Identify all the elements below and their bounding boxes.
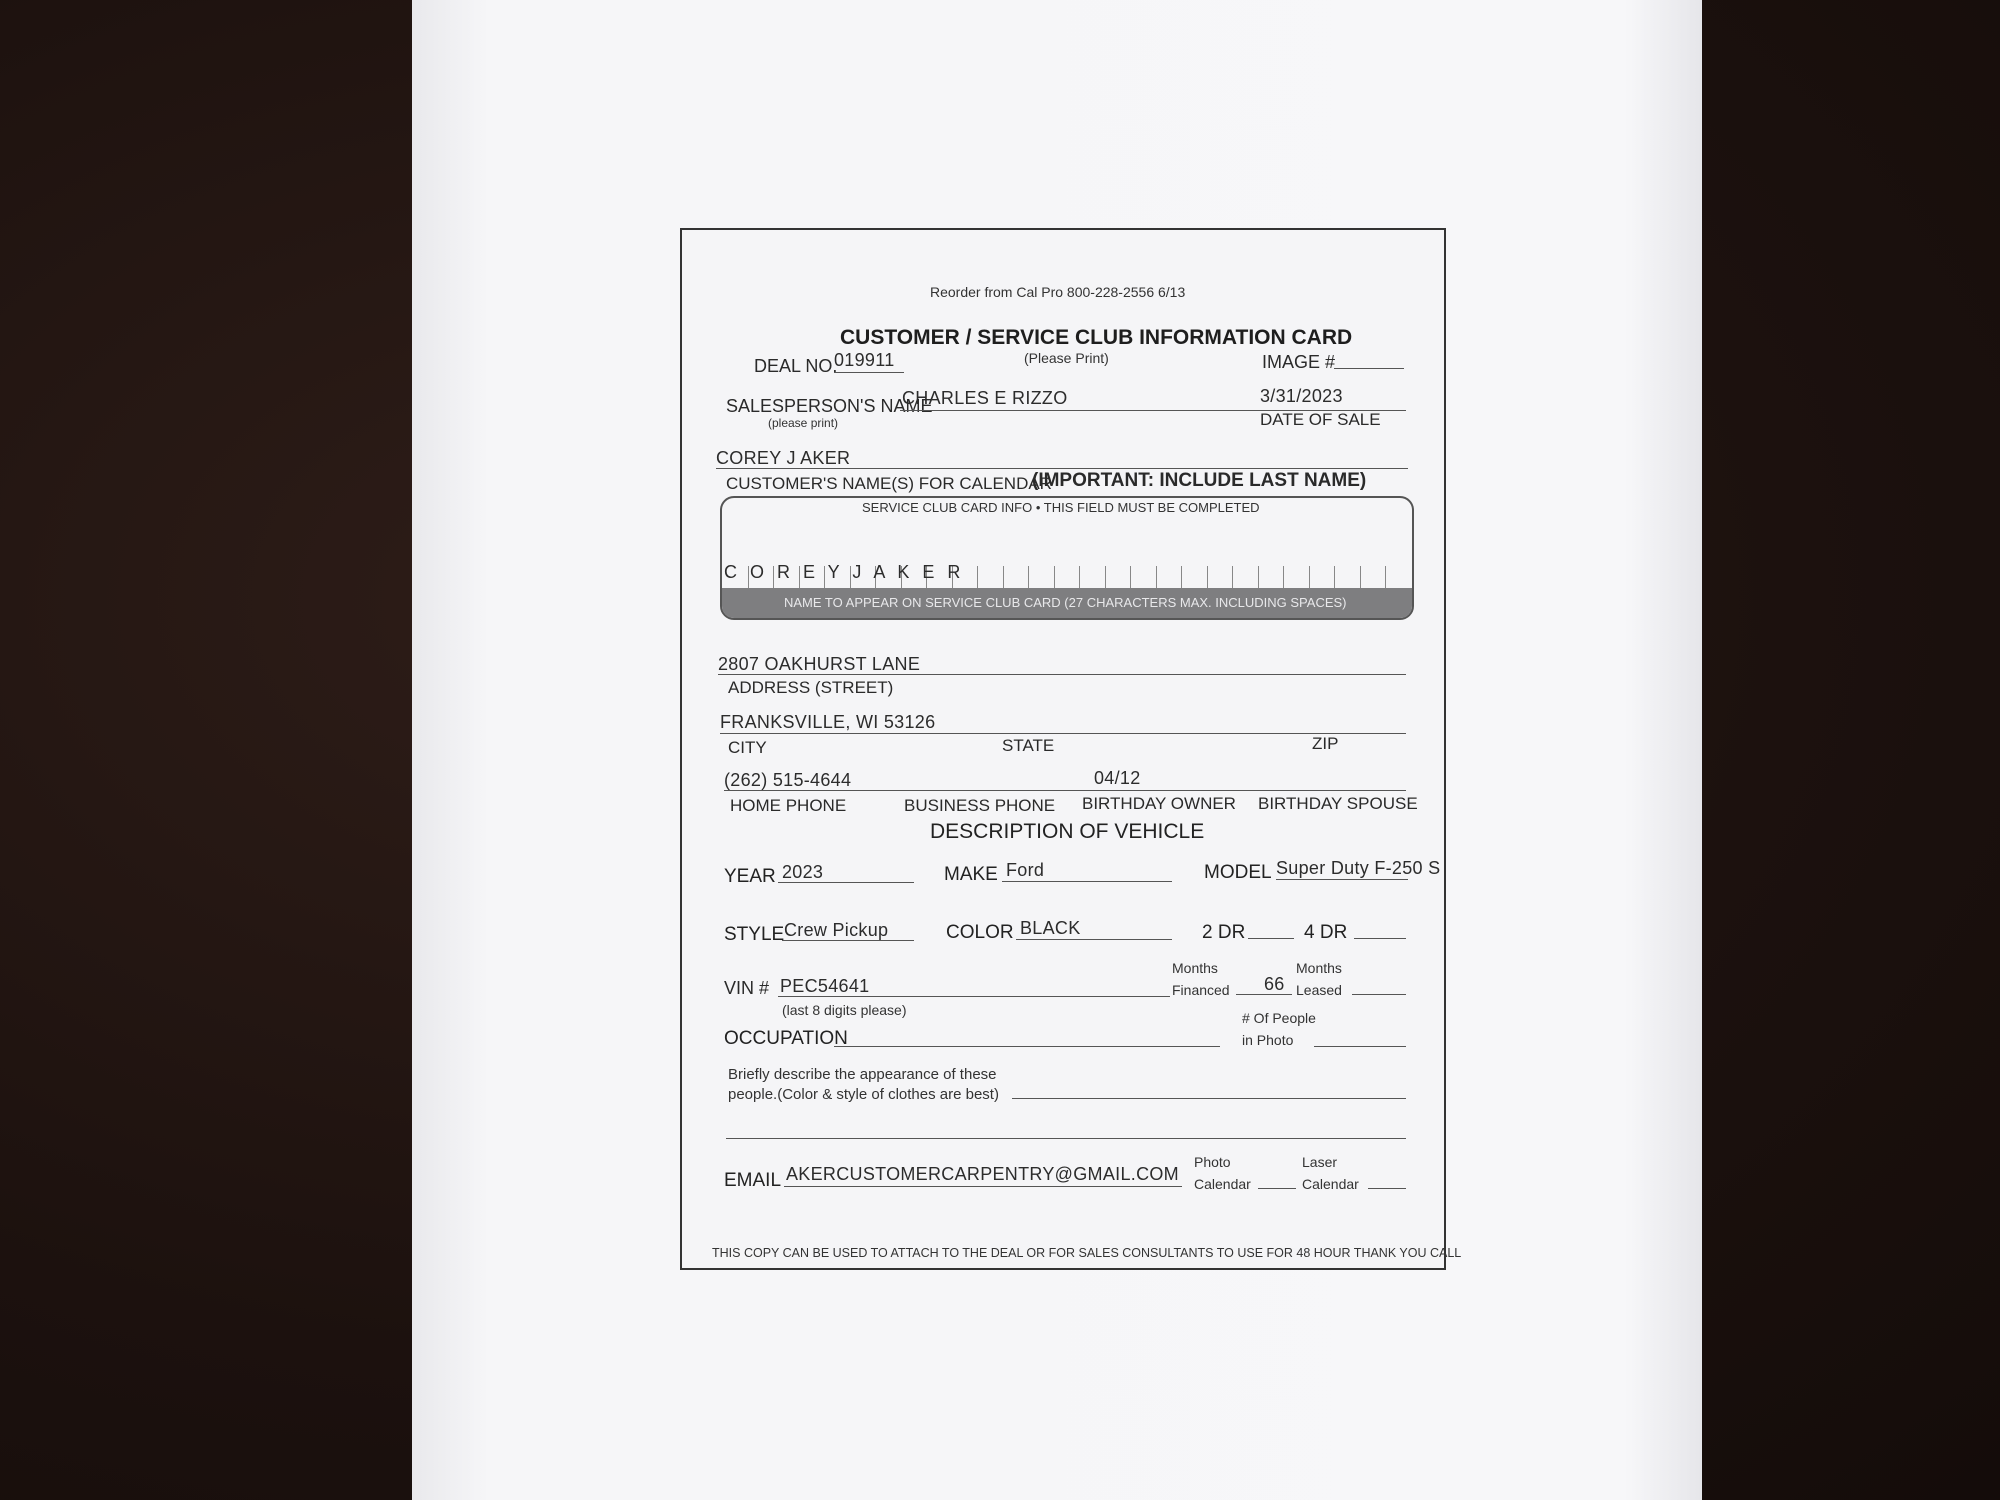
occupation-label: OCCUPATION — [724, 1028, 848, 1049]
vehicle-section-heading: DESCRIPTION OF VEHICLE — [930, 820, 1205, 843]
make-label: MAKE — [944, 864, 998, 885]
city-state-zip-value[interactable]: FRANKSVILLE, WI 53126 — [720, 712, 936, 732]
character-box-divider — [1181, 566, 1182, 588]
color-value[interactable]: BLACK — [1020, 918, 1081, 938]
customer-information-card — [680, 228, 1462, 1270]
date-of-sale-label: DATE OF SALE — [1260, 410, 1381, 429]
people-in-photo-label-top: # Of People — [1242, 1010, 1316, 1026]
city-state-zip-line — [720, 733, 1406, 734]
appearance-label-line2: people.(Color & style of clothes are best) — [728, 1086, 999, 1103]
salesperson-label: SALESPERSON'S NAME — [726, 396, 933, 416]
people-in-photo-line[interactable] — [1314, 1046, 1406, 1047]
birthday-owner-value[interactable]: 04/12 — [1094, 768, 1141, 788]
photo-calendar-line[interactable] — [1258, 1188, 1296, 1189]
please-print-note: (Please Print) — [1024, 350, 1109, 366]
email-line — [784, 1186, 1182, 1187]
customer-names-value[interactable]: COREY J AKER — [716, 448, 851, 468]
service-club-card-footer-bar — [722, 588, 1412, 618]
style-line — [782, 940, 914, 941]
include-last-name-note: (IMPORTANT: INCLUDE LAST NAME) — [1032, 470, 1367, 491]
months-financed-label-top: Months — [1172, 960, 1218, 976]
photo-calendar-label-bottom: Calendar — [1194, 1176, 1251, 1192]
character-box-divider — [1105, 566, 1106, 588]
home-phone-value[interactable]: (262) 515-4644 — [724, 770, 852, 790]
character-box-divider — [1003, 566, 1004, 588]
service-club-card-name: C O R E Y J A K E R — [724, 562, 965, 582]
customer-names-label: CUSTOMER'S NAME(S) FOR CALENDAR — [726, 474, 1052, 493]
vin-note: (last 8 digits please) — [782, 1002, 907, 1018]
character-box-divider — [1207, 566, 1208, 588]
year-line — [778, 882, 914, 883]
character-box-divider — [1334, 566, 1335, 588]
make-value[interactable]: Ford — [1006, 860, 1045, 880]
deal-number-label: DEAL NO. — [754, 356, 838, 376]
character-box-divider — [1309, 566, 1310, 588]
laser-calendar-label-bottom: Calendar — [1302, 1176, 1359, 1192]
make-line — [1002, 881, 1172, 882]
state-label: STATE — [1002, 736, 1055, 755]
color-line — [1016, 939, 1172, 940]
appearance-line2[interactable] — [726, 1138, 1406, 1139]
zip-label: ZIP — [1312, 734, 1339, 753]
laser-calendar-label-top: Laser — [1302, 1154, 1338, 1170]
customer-names-line — [716, 468, 1408, 469]
model-label: MODEL — [1204, 862, 1272, 883]
business-phone-label: BUSINESS PHONE — [904, 796, 1056, 815]
birthday-owner-label: BIRTHDAY OWNER — [1082, 794, 1236, 813]
style-label: STYLE — [724, 924, 785, 945]
model-line — [1276, 879, 1408, 880]
form-footer-note: THIS COPY CAN BE USED TO ATTACH TO THE DEAL OR FOR SALES CONSULTANTS TO USE FOR 48 HOUR THANK YOU CALL — [712, 1246, 1462, 1260]
address-line — [718, 674, 1406, 675]
months-leased-label-bottom: Leased — [1296, 982, 1342, 998]
two-door-label: 2 DR — [1202, 922, 1246, 943]
service-club-card-field[interactable] — [720, 496, 1414, 620]
four-door-line[interactable] — [1354, 938, 1406, 939]
occupation-line[interactable] — [834, 1046, 1220, 1047]
months-financed-label-bottom: Financed — [1172, 982, 1230, 998]
reorder-note: Reorder from Cal Pro 800-228-2556 6/13 — [930, 284, 1186, 300]
image-number-label: IMAGE # — [1262, 352, 1336, 372]
months-financed-line — [1236, 994, 1292, 995]
character-box-divider — [1283, 566, 1284, 588]
people-in-photo-label-bottom: in Photo — [1242, 1032, 1294, 1048]
home-phone-label: HOME PHONE — [730, 796, 847, 815]
vin-line — [778, 996, 1170, 997]
salesperson-sublabel: (please print) — [768, 416, 839, 430]
months-leased-label-top: Months — [1296, 960, 1342, 976]
two-door-line[interactable] — [1248, 938, 1294, 939]
year-value[interactable]: 2023 — [782, 862, 824, 882]
city-label: CITY — [728, 738, 767, 757]
deal-number-line — [834, 372, 904, 373]
address-value[interactable]: 2807 OAKHURST LANE — [718, 654, 921, 674]
photo-calendar-label-top: Photo — [1194, 1154, 1231, 1170]
color-label: COLOR — [946, 922, 1014, 943]
year-label: YEAR — [724, 866, 776, 887]
image-number-line — [1334, 368, 1404, 369]
character-box-divider — [1385, 566, 1386, 588]
character-box-divider — [977, 566, 978, 588]
character-box-divider — [1258, 566, 1259, 588]
character-box-divider — [1130, 566, 1131, 588]
salesperson-value[interactable]: CHARLES E RIZZO — [902, 388, 1068, 408]
character-box-divider — [1232, 566, 1233, 588]
months-financed-value[interactable]: 66 — [1264, 974, 1285, 994]
form-title: CUSTOMER / SERVICE CLUB INFORMATION CARD — [840, 326, 1353, 349]
appearance-label-line1: Briefly describe the appearance of these — [728, 1066, 997, 1083]
style-value[interactable]: Crew Pickup — [784, 920, 889, 940]
character-box-divider — [1079, 566, 1080, 588]
character-box-divider — [1360, 566, 1361, 588]
service-club-card-heading: SERVICE CLUB CARD INFO • THIS FIELD MUST BE COMPLETED — [862, 500, 1260, 515]
laser-calendar-line[interactable] — [1368, 1188, 1406, 1189]
character-box-divider — [1054, 566, 1055, 588]
appearance-line1[interactable] — [1012, 1098, 1406, 1099]
vin-label: VIN # — [724, 978, 770, 998]
vin-value[interactable]: PEC54641 — [780, 976, 870, 996]
deal-number-value[interactable]: 019911 — [834, 350, 895, 370]
address-label: ADDRESS (STREET) — [728, 678, 894, 697]
birthday-spouse-label: BIRTHDAY SPOUSE — [1258, 794, 1418, 813]
email-label: EMAIL — [724, 1170, 782, 1191]
service-club-card-footer-text: NAME TO APPEAR ON SERVICE CLUB CARD (27 CHARACTERS MAX. INCLUDING SPACES) — [784, 595, 1347, 610]
character-box-divider — [1156, 566, 1157, 588]
date-of-sale-value[interactable]: 3/31/2023 — [1260, 386, 1343, 406]
email-value[interactable]: AKERCUSTOMERCARPENTRY@GMAIL.COM — [786, 1164, 1179, 1184]
phones-line — [724, 790, 1406, 791]
model-value[interactable]: Super Duty F-250 S — [1276, 858, 1440, 878]
character-box-divider — [1028, 566, 1029, 588]
months-leased-line[interactable] — [1352, 994, 1406, 995]
four-door-label: 4 DR — [1304, 922, 1348, 943]
